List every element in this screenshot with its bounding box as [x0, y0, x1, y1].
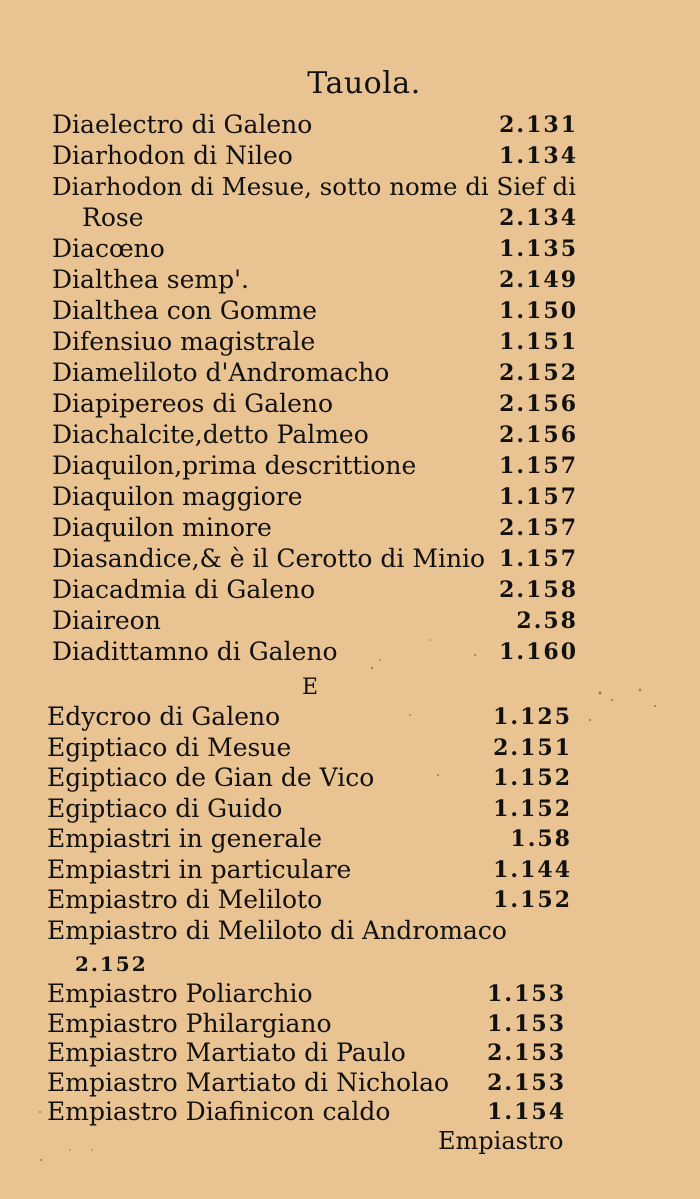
- entry-name: Rose: [82, 203, 144, 232]
- entry-name: Diarhodon di Mesue, sotto nome di Sief di: [52, 172, 577, 201]
- entry-name: Diachalcite,detto Palmeo: [52, 420, 369, 449]
- entry-name: Diapipereos di Galeno: [52, 389, 334, 418]
- entry-page-ref: 2.151: [493, 734, 572, 761]
- entry-name: Diarhodon di Nileo: [52, 141, 293, 170]
- entry-name: Diameliloto d'Andromacho: [52, 358, 390, 387]
- entry-name: Empiastro Martiato di Nicholao: [47, 1067, 450, 1097]
- entry-page-ref: 1.134: [499, 143, 578, 169]
- page-title: Tauola.: [307, 66, 421, 101]
- entry-page-ref: 2.149: [499, 267, 578, 293]
- entry-name: Empiastro di Meliloto: [47, 885, 323, 914]
- entry-page-ref: 2.157: [499, 515, 578, 541]
- entry-page-ref: 1.157: [499, 484, 578, 510]
- entry-page-ref: 2.131: [499, 112, 578, 138]
- entry-name: Egiptiaco di Mesue: [47, 732, 292, 762]
- entry-page-ref: 1.152: [493, 795, 572, 822]
- section-letter: E: [301, 675, 319, 700]
- entry-page-ref: 2.134: [499, 205, 578, 231]
- entry-name: Diasandice,& è il Cerotto di Minio: [52, 544, 486, 573]
- entry-page-ref: 1.154: [487, 1099, 566, 1125]
- entry-name: Empiastro Diafinicon caldo: [47, 1097, 391, 1126]
- entry-page-ref: 1.125: [493, 704, 572, 730]
- entry-page-ref: 1.157: [499, 546, 578, 572]
- entry-page-ref: 1.157: [499, 453, 578, 479]
- entry-page-ref: 1.150: [499, 298, 578, 324]
- entry-name: Empiastri in generale: [47, 824, 323, 853]
- entry-page-ref: 2.152: [499, 360, 578, 386]
- entry-page-ref: 1.153: [487, 1010, 566, 1037]
- entry-name: Dialthea semp'.: [52, 265, 249, 294]
- entry-name: Diaelectro di Galeno: [52, 110, 313, 139]
- wrapped-reference: 2.152: [75, 952, 148, 976]
- entry-page-ref: 1.152: [493, 765, 572, 791]
- entry-page-ref: 1.144: [493, 856, 572, 883]
- entry-name: Diacadmia di Galeno: [52, 575, 316, 604]
- entry-page-ref: 1.160: [499, 639, 578, 665]
- entry-name: Empiastro Poliarchio: [47, 979, 313, 1008]
- entry-name: Empiastro Martiato di Paulo: [47, 1038, 406, 1067]
- entry-page-ref: 1.153: [487, 981, 566, 1007]
- entry-page-ref: 2.58: [516, 608, 578, 634]
- entry-name: Diacœno: [52, 234, 165, 263]
- entry-name: Empiastri in particulare: [47, 854, 352, 884]
- entry-name: Egiptiaco di Guido: [47, 793, 283, 823]
- entry-name: Diaquilon maggiore: [52, 482, 303, 511]
- entry-name: Dialthea con Gomme: [52, 296, 318, 325]
- entry-page-ref: 2.153: [487, 1069, 566, 1096]
- entry-name: Diaquilon,prima descrittione: [52, 451, 417, 480]
- entry-page-ref: 1.151: [499, 329, 578, 355]
- entry-name: Edycroo di Galeno: [47, 702, 281, 731]
- catchword: Empiastro: [438, 1127, 564, 1155]
- entry-page-ref: 2.153: [487, 1040, 566, 1066]
- entry-page-ref: 1.152: [493, 887, 572, 913]
- entry-page-ref: 1.135: [499, 236, 578, 262]
- entry-name: Egiptiaco de Gian de Vico: [47, 763, 375, 792]
- entry-name: Diaireon: [52, 606, 161, 635]
- entry-page-ref: 2.158: [499, 577, 578, 603]
- entry-page-ref: 2.156: [499, 391, 578, 417]
- entry-name: Empiastro Philargiano: [47, 1008, 332, 1038]
- entry-page-ref: 1.58: [510, 826, 572, 852]
- entry-name: Difensiuo magistrale: [52, 327, 316, 356]
- entry-name: Diaquilon minore: [52, 513, 272, 542]
- entry-name: Empiastro di Meliloto di Andromaco: [47, 915, 507, 945]
- entry-name: Diadittamno di Galeno: [52, 637, 338, 666]
- entry-page-ref: 2.156: [499, 422, 578, 448]
